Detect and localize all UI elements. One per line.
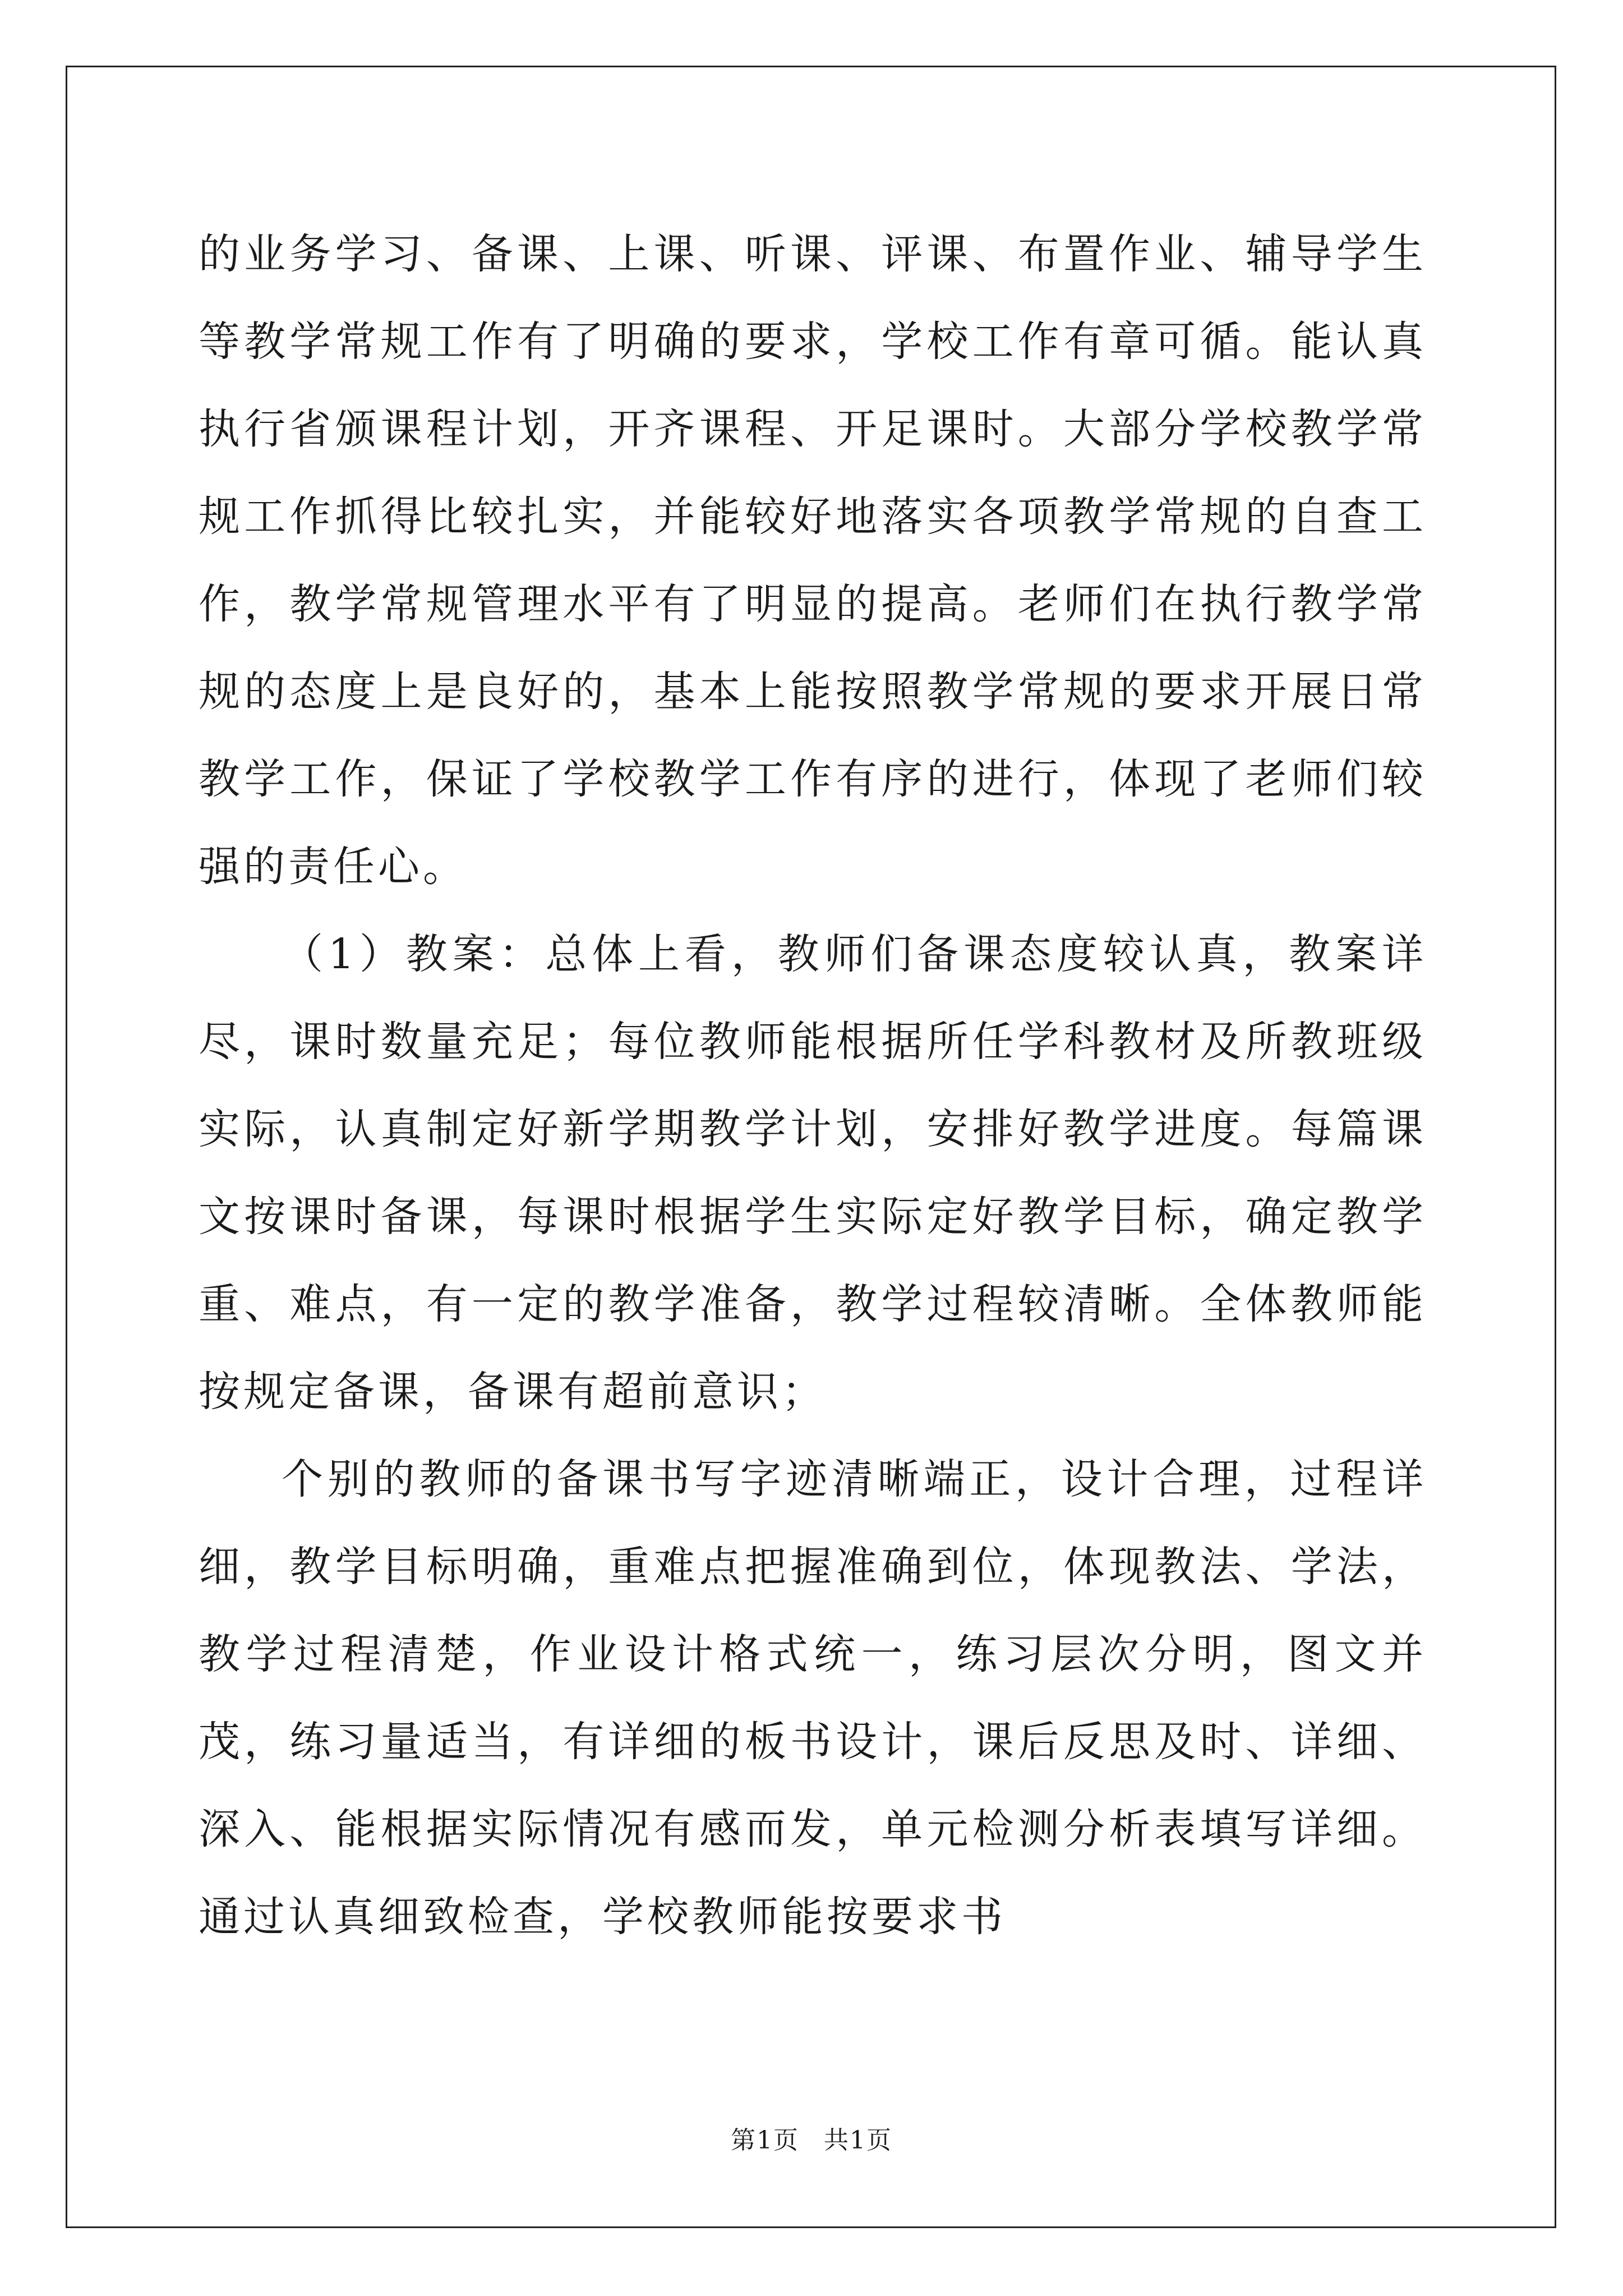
page-number: 第1页	[731, 2126, 799, 2155]
paragraph-lesson-plans: （1）教案：总体上看，教师们备课态度较认真，教案详尽，课时数量充足；每位教师能根据所任学科教材及所教班级实际，认真制定好新学期教学计划，安排好教学进度。每篇课文按课时备课，每课时根据学生实际定好教学目标，确定教学重、难点，有一定的教学准备，教学过程较清晰。全体教师能按规定备课，备课有超前意识；	[199, 930, 1427, 1416]
paragraph-continued: 的业务学习、备课、上课、听课、评课、布置作业、辅导学生等教学常规工作有了明确的要求，学校工作有章可循。能认真执行省颁课程计划，开齐课程、开足课时。大部分学校教学常规工作抓得比较扎实，并能较好地落实各项教学常规的自查工作，教学常规管理水平有了明显的提高。老师们在执行教学常规的态度上是良好的，基本上能按照教学常规的要求开展日常教学工作，保证了学校教学工作有序的进行，体现了老师们较强的责任心。	[199, 230, 1427, 891]
page-footer	[0, 2125, 1623, 2156]
total-pages: 共1页	[824, 2126, 892, 2155]
document-body	[199, 210, 1427, 1961]
paragraph-individual-teachers: 个别的教师的备课书写字迹清晰端正，设计合理，过程详细，教学目标明确，重难点把握准确到位，体现教法、学法，教学过程清楚，作业设计格式统一，练习层次分明，图文并茂，练习量适当，有详细的板书设计，课后反思及时、详细、深入、能根据实际情况有感而发，单元检测分析表填写详细。通过认真细致检查，学校教师能按要求书	[199, 1455, 1427, 1941]
